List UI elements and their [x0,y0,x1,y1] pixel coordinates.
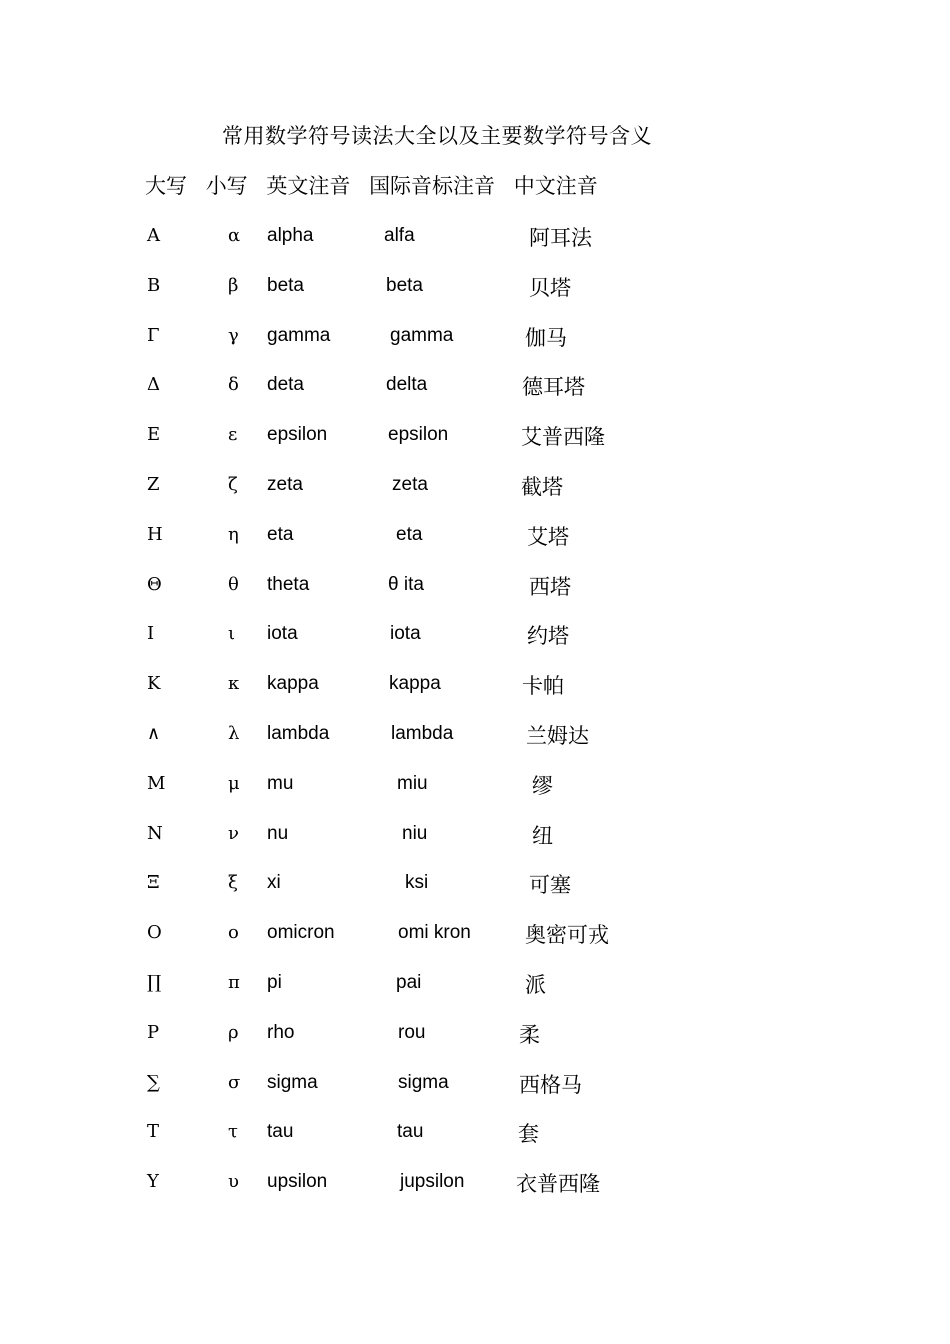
uppercase-letter: ∑ [147,1071,160,1093]
english-notation: epsilon [267,424,328,446]
lowercase-letter: α [228,225,241,246]
ipa-notation: zeta [392,474,428,495]
table-row [0,922,950,952]
ipa-notation: eta [396,523,423,545]
chinese-notation: 艾塔 [527,524,569,549]
header-ipa: 国际音标注音 [369,174,496,198]
table-header [145,170,610,200]
uppercase-letter: Ι [147,623,155,645]
table-row [0,1121,950,1151]
ipa-notation: rou [398,1021,426,1043]
chinese-notation: 西塔 [529,574,571,599]
uppercase-letter: Η [147,523,163,545]
chinese-notation: 卡帕 [522,674,564,699]
table-row [0,325,950,355]
table-row [0,275,950,305]
ipa-notation: lambda [391,723,454,744]
uppercase-letter: Ε [147,424,161,446]
lowercase-letter: γ [228,324,239,346]
english-notation: alpha [267,225,314,246]
uppercase-letter: Θ [147,573,162,595]
english-notation: kappa [267,673,319,695]
english-notation: upsilon [267,1171,328,1193]
english-notation: rho [267,1021,295,1043]
header-uppercase: 大写 [145,174,187,198]
table-row [0,972,950,1002]
uppercase-letter: Τ [147,1121,160,1143]
ipa-notation: delta [386,374,428,396]
lowercase-letter: μ [228,772,240,794]
ipa-notation: omi kron [398,922,471,944]
chinese-notation: 奥密可戎 [525,923,609,948]
english-notation: pi [267,972,282,993]
table-row [0,225,950,255]
table-row [0,574,950,604]
chinese-notation: 德耳塔 [522,375,585,400]
uppercase-letter: Κ [147,673,161,695]
lowercase-letter: π [228,972,240,993]
chinese-notation: 缪 [532,773,553,798]
uppercase-letter: Ξ [147,872,160,894]
header-english: 英文注音 [266,174,351,198]
ipa-notation: miu [397,772,428,794]
english-notation: xi [267,872,281,894]
uppercase-letter: ∏ [147,972,162,993]
lowercase-letter: β [228,274,239,296]
table-row [0,1022,950,1052]
english-notation: deta [267,374,304,396]
ipa-notation: pai [396,972,422,993]
ipa-notation: alfa [384,225,415,246]
english-notation: beta [267,274,304,296]
lowercase-letter: τ [228,1121,238,1143]
table-row [0,524,950,554]
english-notation: zeta [267,474,303,495]
english-notation: sigma [267,1071,318,1093]
chinese-notation: 派 [525,973,546,997]
table-row [0,872,950,902]
lowercase-letter: σ [228,1071,241,1093]
uppercase-letter: Ο [147,922,162,944]
table-row [0,623,950,653]
ipa-notation: tau [397,1121,424,1143]
lowercase-letter: ν [228,822,239,844]
table-row [0,424,950,454]
uppercase-letter: Ζ [147,474,160,495]
chinese-notation: 可塞 [529,873,571,898]
uppercase-letter: Υ [147,1171,159,1193]
chinese-notation: 伽马 [525,325,567,350]
document-title: 常用数学符号读法大全以及主要数学符号含义 [222,124,652,148]
table-row [0,673,950,703]
ipa-notation: beta [386,274,423,296]
english-notation: tau [267,1121,294,1143]
uppercase-letter: Α [147,225,160,246]
chinese-notation: 阿耳法 [529,226,592,250]
chinese-notation: 约塔 [527,624,569,649]
lowercase-letter: θ [228,573,239,595]
ipa-notation: niu [402,822,428,844]
chinese-notation: 贝塔 [529,275,571,300]
uppercase-letter: Ν [147,822,163,844]
lowercase-letter: ξ [228,872,238,894]
table-row [0,474,950,504]
header-lowercase: 小写 [205,174,248,198]
english-notation: eta [267,523,294,545]
chinese-notation: 衣普西隆 [516,1172,600,1197]
uppercase-letter: Γ [147,324,160,346]
lowercase-letter: η [228,523,239,545]
lowercase-letter: δ [228,374,239,396]
ipa-notation: jupsilon [400,1171,465,1193]
table-row [0,823,950,853]
table-row [0,723,950,753]
ipa-notation: kappa [389,673,441,695]
chinese-notation: 套 [518,1122,539,1147]
table-row [0,1171,950,1201]
ipa-notation: θ ita [388,573,424,595]
ipa-notation: gamma [390,324,454,346]
lowercase-letter: ο [228,922,239,944]
ipa-notation: epsilon [388,424,449,446]
uppercase-letter: Μ [147,772,166,794]
lowercase-letter: ζ [228,474,238,495]
lowercase-letter: υ [228,1171,239,1193]
english-notation: theta [267,573,310,595]
english-notation: omicron [267,922,335,944]
lowercase-letter: ε [228,424,238,446]
table-row [0,773,950,803]
chinese-notation: 柔 [519,1022,540,1047]
lowercase-letter: κ [228,673,240,695]
uppercase-letter: Ρ [147,1021,160,1043]
english-notation: iota [267,623,298,645]
english-notation: nu [267,822,289,844]
chinese-notation: 艾普西隆 [521,425,605,450]
uppercase-letter: Β [147,274,161,296]
english-notation: gamma [267,324,331,346]
lowercase-letter: ι [228,623,236,645]
chinese-notation: 纽 [532,823,553,848]
english-notation: mu [267,772,294,794]
table-row [0,1072,950,1102]
lowercase-letter: ρ [228,1021,239,1043]
chinese-notation: 兰姆达 [526,724,589,748]
ipa-notation: sigma [398,1071,449,1093]
ipa-notation: ksi [405,872,429,894]
table-row [0,374,950,404]
english-notation: lambda [267,723,330,744]
uppercase-letter: ∧ [147,723,161,744]
lowercase-letter: λ [228,723,240,744]
chinese-notation: 西格马 [519,1072,582,1097]
uppercase-letter: Δ [147,374,160,396]
chinese-notation: 截塔 [521,475,563,499]
header-chinese: 中文注音 [513,174,598,198]
ipa-notation: iota [390,623,421,645]
